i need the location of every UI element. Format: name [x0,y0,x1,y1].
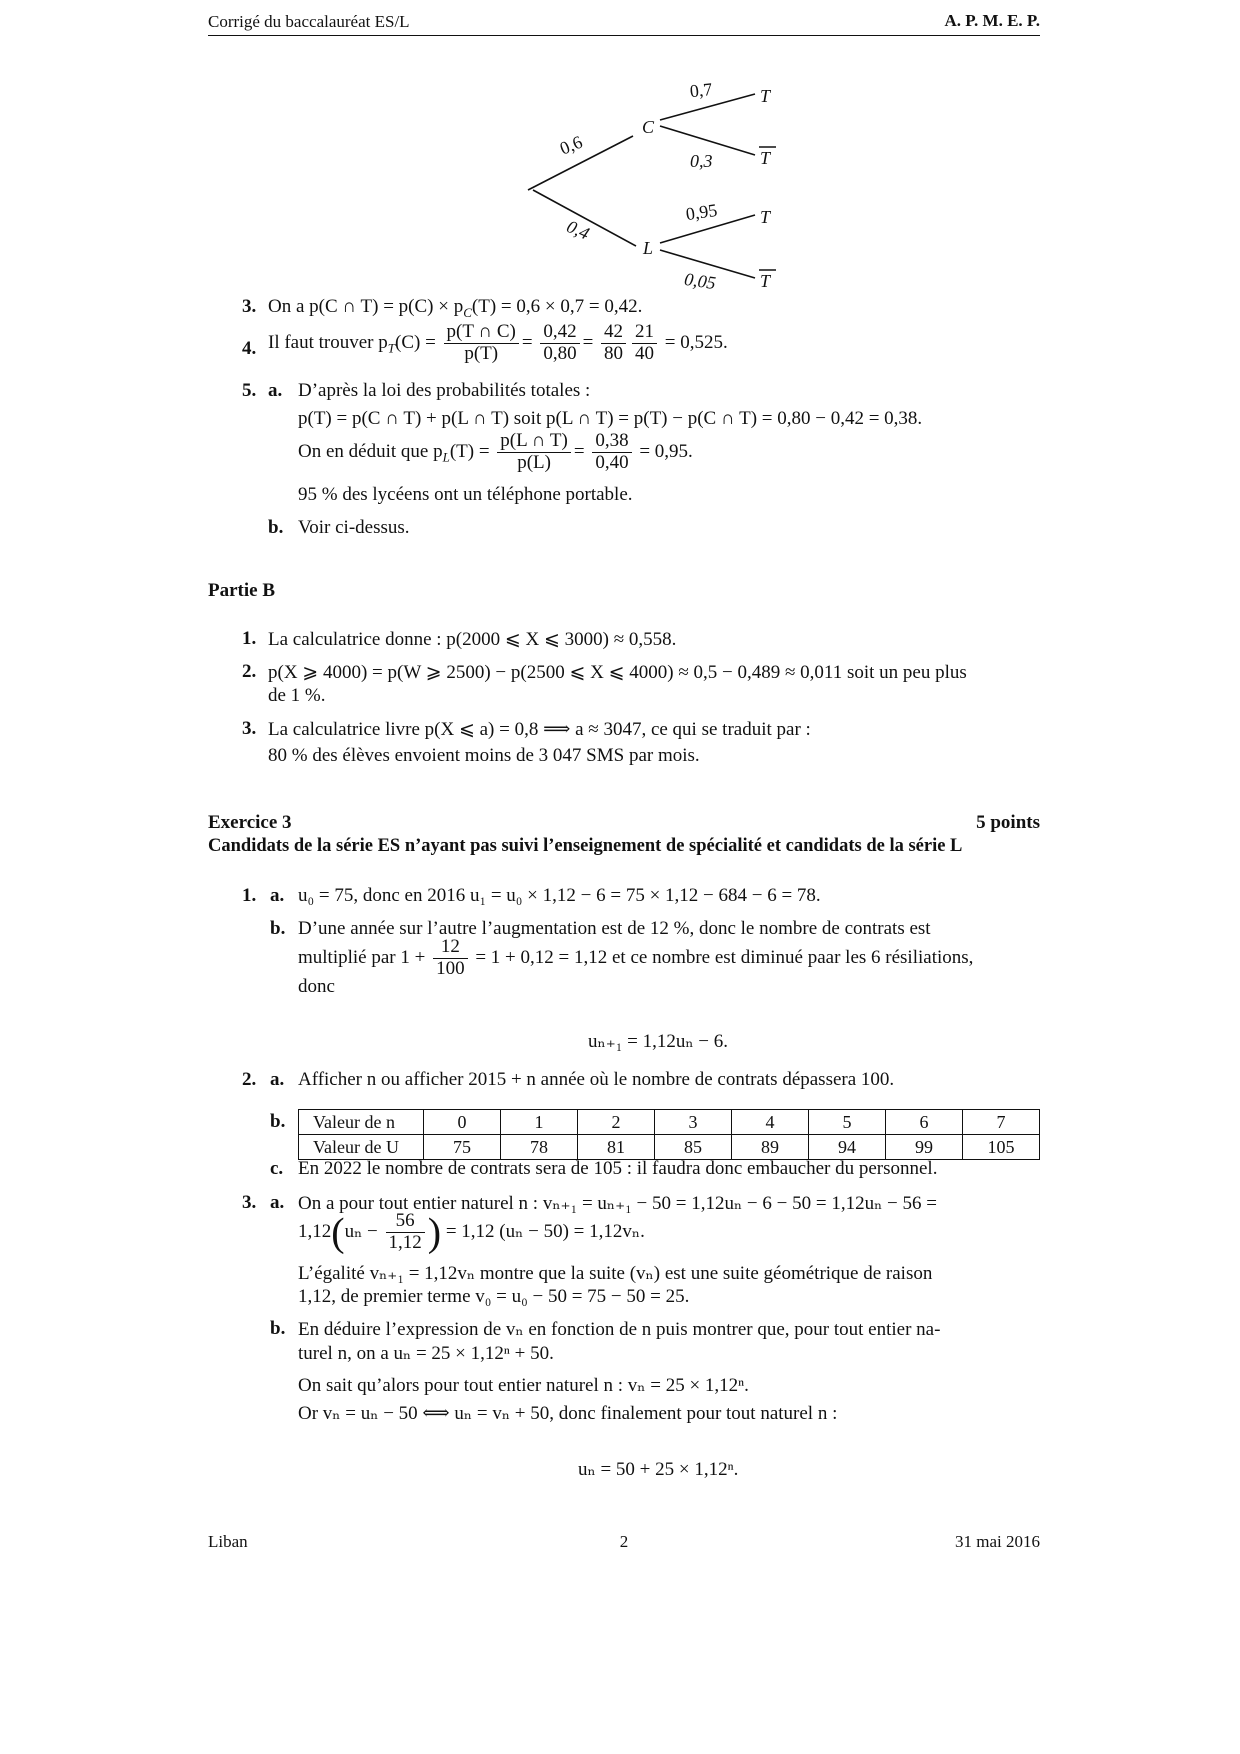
cell-n: 3 [655,1110,732,1135]
q5-line1: D’après la loi des probabilités totales : [298,380,591,401]
tree-label-06: 0,6 [556,131,586,159]
ex3-q1-number: 1. [242,885,257,906]
partB-3-text: La calculatrice livre p(X ⩽ a) = 0,8 ⟹ a ≈ 3047, ce qui se traduit par : [268,719,811,740]
ex3-q1a-text: u₀ = 75, donc en 2016 u₁ = u₀ × 1,12 − 6 = 75 × 1,12 − 684 − 6 = 78. [298,885,821,906]
header-left: Corrigé du baccalauréat ES/L [208,12,410,31]
cell-n: 7 [963,1110,1040,1135]
ex3-q3a-line1: On a pour tout entier naturel n : vₙ₊₁ = uₙ₊₁ − 50 = 1,12uₙ − 6 − 50 = 1,12uₙ − 56 = [298,1193,937,1214]
partB-title: Partie B [208,580,276,601]
cell-n: 1 [501,1110,578,1135]
tree-leaf-tbar1: T [760,148,771,168]
cell-u: 89 [732,1135,809,1160]
ex3-points: 5 points [976,812,1040,833]
tree-label-07: 0,7 [688,78,714,102]
footer-page-number: 2 [619,1532,629,1551]
ex3-q3b-equation: uₙ = 50 + 25 × 1,12ⁿ. [578,1459,739,1480]
q5-line3: On en déduit que $p_L(T)$ = $\frac{p(L \cap T)}{p(L)}$ = $\frac{0,38}{0,40}$ = 0,95. [298,430,693,473]
q3-number: 3. [242,296,257,317]
ex3-q3a-line4: 1,12, de premier terme v₀ = u₀ − 50 = 75 − 50 = 25. [298,1286,690,1307]
ex3-subtitle: Candidats de la série ES n’ayant pas suivi l’enseignement de spécialité et candidats de la série L [208,836,963,856]
cell-u: 105 [963,1135,1040,1160]
ex3-q1b-line2: multiplié par 1 + $\frac{12}{100}$ = 1 + 0,12 = 1,12 et ce nombre est diminué paar les 6 résiliations, [298,936,974,979]
q5-line2: p(T) = p(C ∩ T) + p(L ∩ T) soit p(L ∩ T) = p(T) − p(C ∩ T) = 0,80 − 0,42 = 0,38. [298,408,923,429]
tree-node-c: C [642,117,655,137]
q5b-label: b. [268,517,284,538]
q4-number: 4. [242,338,257,359]
cell-n: 0 [424,1110,501,1135]
ex3-q3a-line2: 1,12(uₙ − $\frac{56}{1,12}$ ) = 1,12 (uₙ − 50) = 1,12vₙ. [298,1209,645,1255]
ex3-q3a-line3: L’égalité vₙ₊₁ = 1,12vₙ montre que la suite (vₙ) est une suite géométrique de raison [298,1263,933,1284]
partB-3-number: 3. [242,718,257,739]
q5-number: 5. [242,380,257,401]
values-table [298,1109,1040,1160]
tree-label-095: 0,95 [684,199,719,225]
partB-1-text: La calculatrice donne : p(2000 ⩽ X ⩽ 3000) ≈ 0,558. [268,629,677,650]
ex3-q1b-line3: donc [298,976,335,997]
ex3-q3b-label: b. [270,1318,286,1339]
footer-left: Liban [208,1532,248,1551]
tree-label-03: 0,3 [690,151,713,171]
partB-3-text2: 80 % des élèves envoient moins de 3 047 SMS par mois. [268,745,700,766]
q5-line4: 95 % des lycéens ont un téléphone portable. [298,484,633,505]
partB-2-text: p(X ⩾ 4000) = p(W ⩾ 2500) − p(2500 ⩽ X ⩽ 4000) ≈ 0,5 − 0,489 ≈ 0,011 soit un peu plus [268,662,967,683]
q5b-text: Voir ci-dessus. [298,517,410,538]
partB-2-number: 2. [242,661,257,682]
cell-n: 4 [732,1110,809,1135]
tree-leaf-tbar2: T [760,271,771,291]
ex3-q2b-label: b. [270,1111,286,1132]
tree-leaf-t2: T [760,207,771,227]
ex3-q1b-line1: D’une année sur l’autre l’augmentation est de 12 %, donc le nombre de contrats est [298,918,931,939]
q5a-label: a. [268,380,283,401]
cell-n: 5 [809,1110,886,1135]
ex3-title: Exercice 3 [208,812,292,833]
cell-u: 78 [501,1135,578,1160]
q3-text: On a p(C ∩ $T) = p(C) \times p_C(T) = 0,6 \times 0,7 = 0,42$. [268,296,643,320]
row2-label: Valeur de U [299,1135,424,1160]
partB-1-number: 1. [242,628,257,649]
probability-tree [0,0,1240,300]
table-row [299,1110,1040,1135]
ex3-q3b-line2: turel n, on a uₙ = 25 × 1,12ⁿ + 50. [298,1343,554,1364]
table-row [299,1135,1040,1160]
ex3-q1a-label: a. [270,885,285,906]
header-right: A. P. M. E. P. [944,11,1040,30]
ex3-q2-number: 2. [242,1069,257,1090]
partB-2-text2: de 1 %. [268,685,326,706]
tree-label-005: 0,05 [683,268,718,294]
cell-n: 6 [886,1110,963,1135]
cell-n: 2 [578,1110,655,1135]
cell-u: 85 [655,1135,732,1160]
tree-label-04: 0,4 [563,216,593,244]
tree-node-l: L [643,238,654,258]
ex3-q3b-line4: Or vₙ = uₙ − 50 ⟺ uₙ = vₙ + 50, donc finalement pour tout naturel n : [298,1403,838,1424]
ex3-q3a-label: a. [270,1192,285,1213]
ex3-q1b-equation: uₙ₊₁ = 1,12uₙ − 6. [588,1031,729,1052]
ex3-q3b-line3: On sait qu’alors pour tout entier naturel n : vₙ = 25 × 1,12ⁿ. [298,1375,749,1396]
footer-right: 31 mai 2016 [955,1532,1040,1551]
ex3-q2c-text: En 2022 le nombre de contrats sera de 105 : il faudra donc embaucher du personnel. [298,1158,938,1179]
tree-leaf-t1: T [760,86,771,106]
ex3-q2a-text: Afficher n ou afficher 2015 + n année où le nombre de contrats dépassera 100. [298,1069,895,1090]
ex3-q1b-label: b. [270,918,286,939]
ex3-q3-number: 3. [242,1192,257,1213]
cell-u: 99 [886,1135,963,1160]
cell-u: 75 [424,1135,501,1160]
row1-label: Valeur de n [299,1110,424,1135]
cell-u: 81 [578,1135,655,1160]
ex3-q2a-label: a. [270,1069,285,1090]
ex3-q2c-label: c. [270,1158,284,1179]
ex3-q3b-line1: En déduire l’expression de vₙ en fonction de n puis montrer que, pour tout entier na- [298,1319,941,1340]
cell-u: 94 [809,1135,886,1160]
q4-text: Il faut trouver $p_T(C)$ = $\frac{p(T \cap C)}{p(T)}$ = $\frac{0,42}{0,80}$ = $\frac{42}{80}$ $\frac{21}{40}$ = 0,525. [268,321,728,364]
